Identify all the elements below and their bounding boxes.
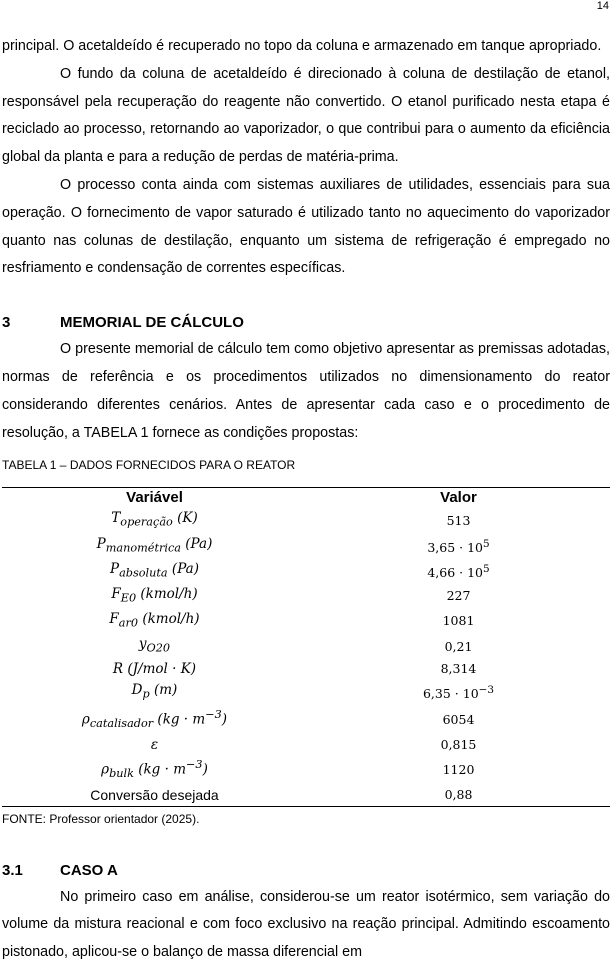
table-row — [2, 680, 610, 705]
variable-cell: Conversão desejada — [2, 785, 307, 806]
subsection-number: 3.1 — [2, 861, 23, 879]
value-cell: 1120 — [442, 761, 475, 777]
value-cell: 513 — [446, 512, 471, 528]
variable-cell: $P_{absoluta}$ (Pa) — [110, 560, 199, 580]
column-header-variable: Variável — [2, 488, 307, 509]
value-cell: 0,88 — [307, 785, 610, 806]
value-cell: 0,21 — [444, 638, 473, 654]
subsection-heading — [2, 857, 610, 884]
table-row — [2, 755, 610, 785]
table-row — [2, 584, 610, 609]
page-number: 14 — [596, 0, 609, 12]
section-number: 3 — [2, 314, 11, 332]
table-row — [2, 659, 610, 680]
value-cell: 0,815 — [440, 736, 477, 752]
paragraph: O processo conta ainda com sistemas auxiliares de utilidades, essenciais para sua operação. O fornecimento de vapor saturado é utilizado tanto no aquecimento do vaporizador quanto nas colunas de destilação, enquanto um sistema de refrigeração é empregado no resfriamento e condensação de correntes específicas. — [2, 176, 610, 277]
variable-cell: R (J/mol · K) — [112, 661, 197, 678]
table-body — [2, 508, 610, 806]
value-cell: 8,314 — [440, 661, 477, 677]
subsection-title: CASO A — [60, 861, 118, 879]
section-title: MEMORIAL DE CÁLCULO — [60, 314, 244, 332]
value-cell: 227 — [446, 588, 471, 604]
variable-cell: $F_{ar0}$ (kmol/h) — [109, 611, 200, 630]
variable-cell: $\rho_{catalisador}$ $(kg \cdot m^{-3})$ — [81, 708, 228, 731]
variable-cell: $D_p$ (m) — [131, 681, 178, 701]
paragraph: principal. O acetaldeído é recuperado no topo da coluna e armazenado em tanque apropriado. — [2, 38, 602, 54]
value-cell: $3,65 \cdot 10^5$ — [427, 537, 490, 555]
table-row — [2, 609, 610, 634]
paragraph: No primeiro caso em análise, considerou-se um reator isotérmico, sem variação do volume da mistura reacional e com foco exclusivo na reação principal. Admitindo escoamento pistonado, aplicou-se o balanço de massa diferencial em — [2, 888, 610, 961]
document-body — [2, 33, 610, 967]
data-table — [2, 487, 610, 806]
variable-cell: $T_{operação}$ (K) — [111, 510, 198, 530]
variable-cell: ε — [150, 736, 159, 753]
variable-cell: $\rho_{bulk}$ $(kg \cdot m^{-3})$ — [101, 758, 208, 781]
paragraph: O fundo da coluna de acetaldeído é direcionado à coluna de destilação de etanol, responsável pela recuperação do reagente não convertido. O etanol purificado nesta etapa é reciclado ao processo, retornando ao vaporizador, o que contribui para o aumento da eficiência global da planta e para a redução de perdas de matéria-prima. — [2, 65, 610, 166]
table-source: FONTE: Professor orientador (2025). — [2, 811, 200, 826]
table-caption: TABELA 1 – DADOS FORNECIDOS PARA O REATOR — [2, 458, 296, 473]
variable-cell: $P_{manométrica}$ (Pa) — [96, 535, 213, 555]
table-row — [2, 534, 610, 559]
section-heading — [2, 309, 610, 336]
table-row — [2, 785, 610, 806]
paragraph: O presente memorial de cálculo tem como objetivo apresentar as premissas adotadas, normas de referência e os procedimentos utilizados no dimensionamento do reator considerando diferentes cenários. Antes de apresentar cada caso e o procedimento de resolução, a TABELA 1 fornece as condições propostas: — [2, 341, 610, 441]
variable-cell: $y_{O20}$ — [138, 636, 171, 655]
value-cell: 6054 — [442, 711, 475, 727]
value-cell: $6,35 \cdot 10^{-3}$ — [422, 684, 494, 702]
value-cell: $4,66 \cdot 10^5$ — [427, 563, 490, 581]
column-header-value: Valor — [307, 488, 610, 509]
value-cell: 1081 — [442, 613, 475, 629]
variable-cell: $F_{E0}$ (kmol/h) — [111, 585, 198, 605]
table-row — [2, 735, 610, 756]
table-row — [2, 634, 610, 659]
table-row — [2, 508, 610, 533]
table-row — [2, 705, 610, 735]
table-row — [2, 559, 610, 584]
